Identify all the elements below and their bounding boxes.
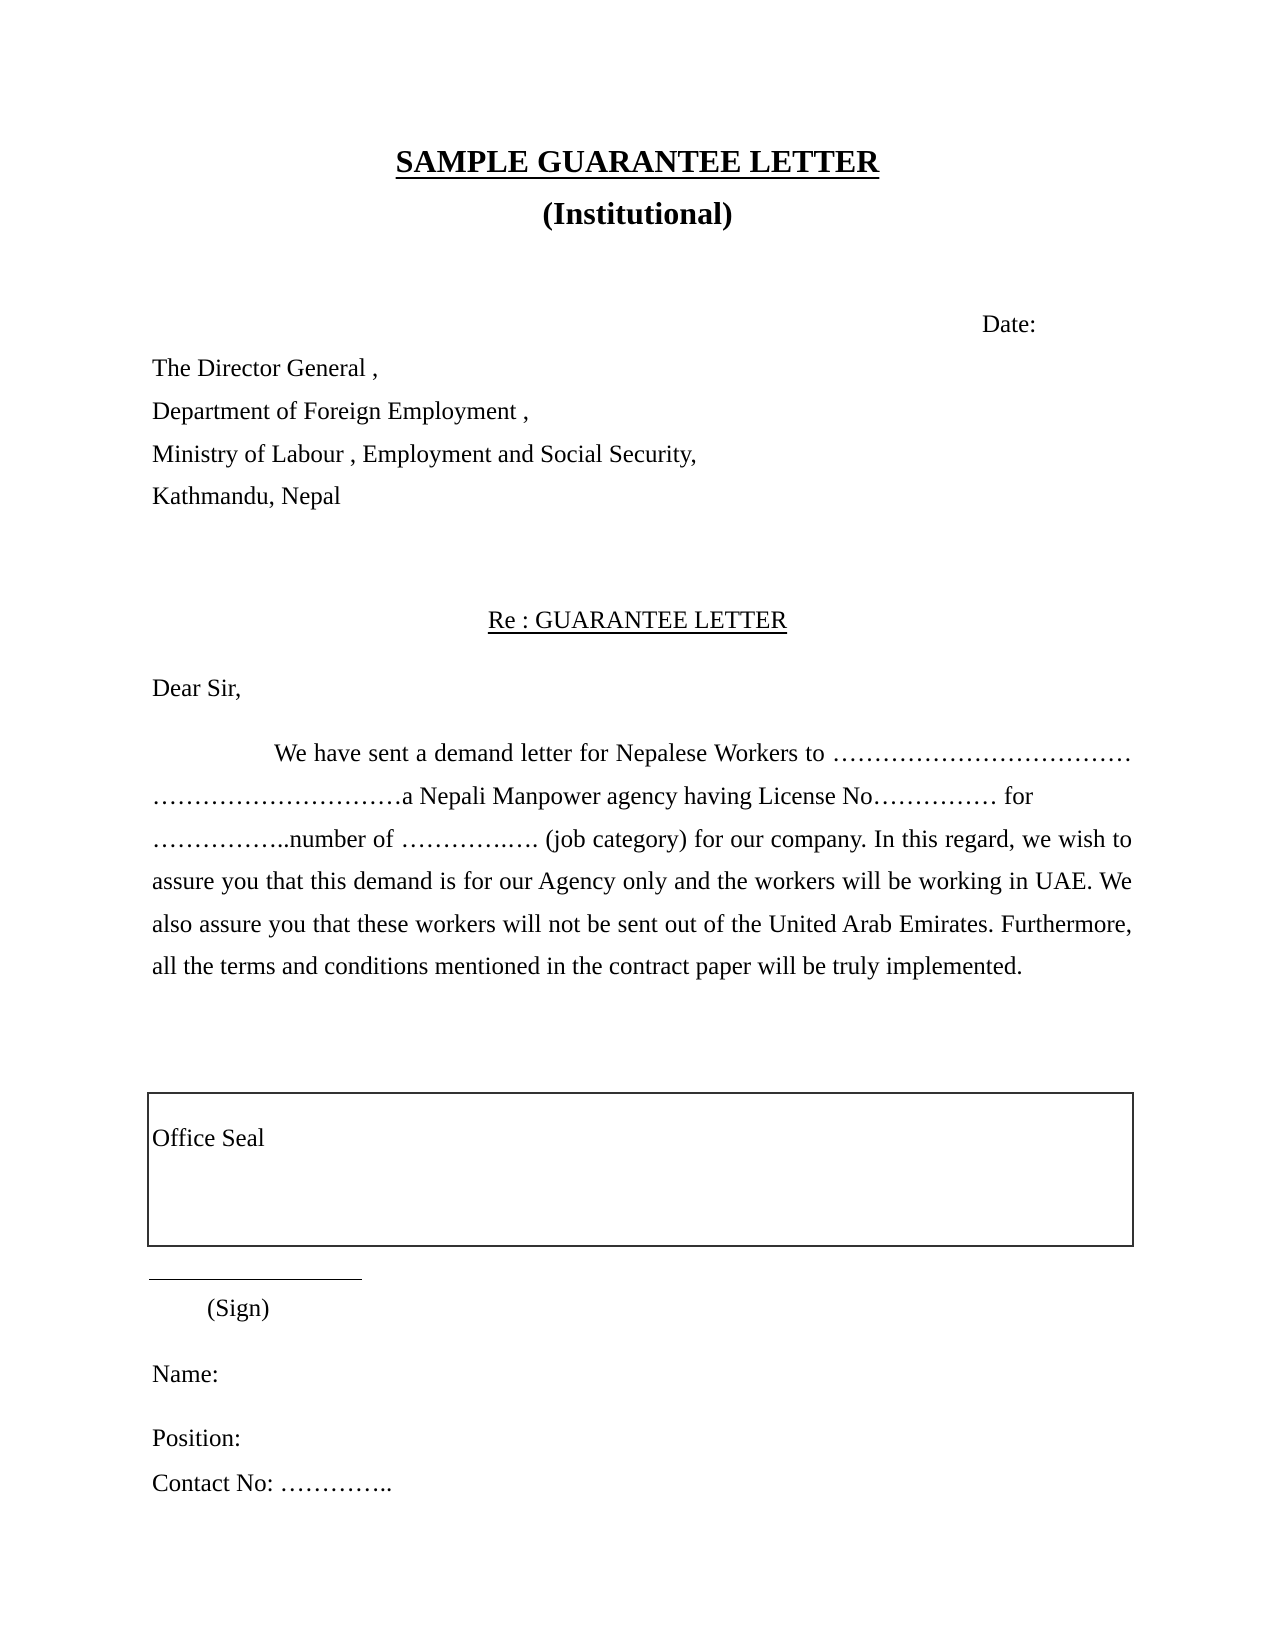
document-subtitle: (Institutional) — [542, 195, 733, 231]
sign-label: (Sign) — [207, 1295, 270, 1322]
recipient-line: Department of Foreign Employment , — [152, 398, 530, 425]
office-seal-label: Office Seal — [152, 1125, 265, 1152]
body-line: We have sent a demand letter for Nepalese Workers to ……………………………… — [274, 740, 1132, 767]
body-line: also assure you that these workers will not be sent out of the United Arab Emirates. Furthermore, — [152, 911, 1132, 938]
subject-line — [0, 606, 1275, 636]
date-label: Date: — [982, 311, 1037, 338]
contact-label: Contact No: ………….. — [152, 1470, 393, 1497]
recipient-line: The Director General , — [152, 355, 379, 382]
body-line: …………………………a Nepali Manpower agency having License No…………… for — [152, 783, 1034, 810]
body-line: assure you that this demand is for our Agency only and the workers will be working in UAE. We — [152, 868, 1132, 895]
position-label: Position: — [152, 1425, 241, 1452]
name-label: Name: — [152, 1361, 219, 1388]
document-title-text: SAMPLE GUARANTEE LETTER — [395, 143, 880, 179]
recipient-line: Kathmandu, Nepal — [152, 483, 341, 510]
body-line: ……………..number of ………….…. (job category) for our company. In this regard, we wish to — [152, 826, 1132, 853]
document-title — [0, 142, 1275, 180]
body-line: all the terms and conditions mentioned in the contract paper will be truly implemented. — [152, 953, 1023, 980]
subject-text: Re : GUARANTEE LETTER — [487, 607, 788, 634]
recipient-line: Ministry of Labour , Employment and Social Security, — [152, 441, 697, 468]
signature-line — [149, 1279, 362, 1280]
office-seal-box — [147, 1092, 1134, 1247]
salutation: Dear Sir, — [152, 675, 242, 702]
